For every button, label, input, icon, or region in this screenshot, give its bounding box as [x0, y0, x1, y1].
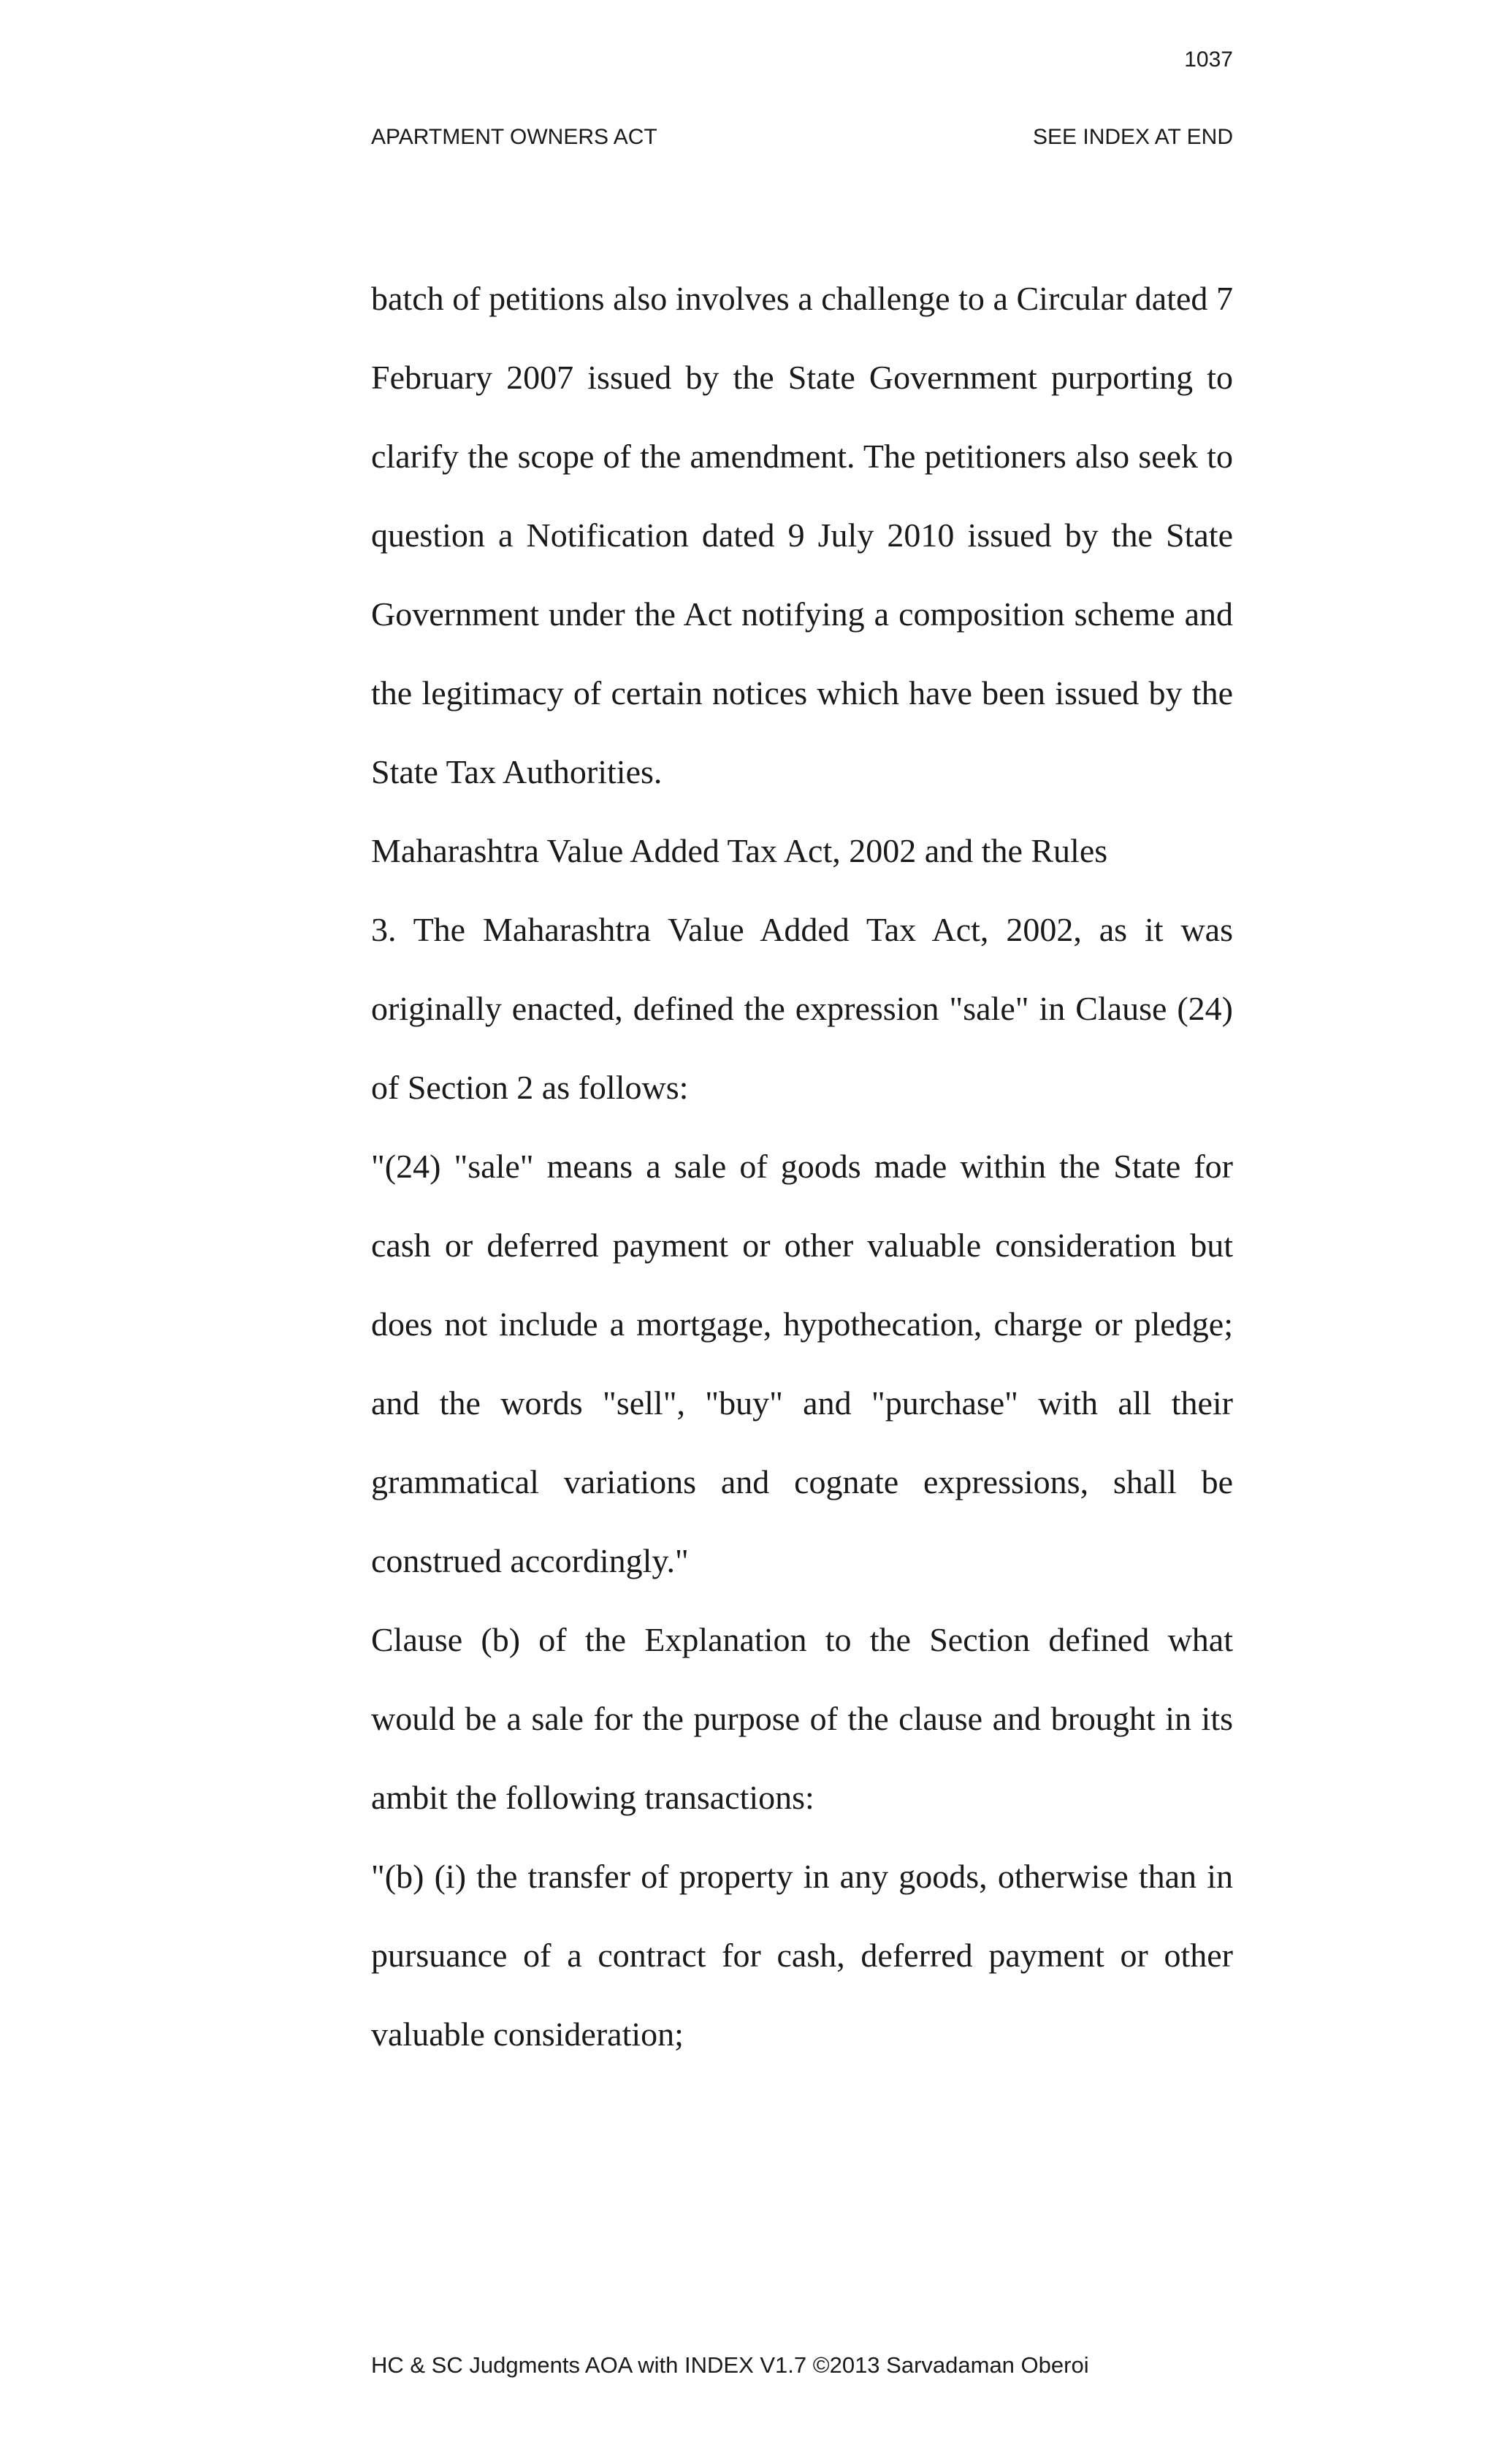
- quoted-clause: "(b) (i) the transfer of property in any goods, otherwise than in pursuance of a contract for cash, deferred payment or other valuable consideration;: [371, 1858, 1233, 2053]
- page-number: 1037: [1184, 47, 1233, 72]
- section-heading: Maharashtra Value Added Tax Act, 2002 and the Rules: [371, 832, 1108, 869]
- body-paragraph: 3. The Maharashtra Value Added Tax Act, 2002, as it was originally enacted, defined the expression "sale" in Clause (24) of Section 2 as follows:: [371, 911, 1233, 1106]
- body-paragraph: batch of petitions also involves a challenge to a Circular dated 7 February 2007 issued by the State Government purporting to clarify the scope of the amendment. The petitioners also seek to question a Notification dated 9 July 2010 issued by the State Government under the Act notifying a composition scheme and the legitimacy of certain notices which have been issued by the State Tax Authorities.: [371, 280, 1233, 790]
- document-body: [371, 259, 1233, 2074]
- quoted-definition: "(24) "sale" means a sale of goods made within the State for cash or deferred payment or other valuable consideration but does not include a mortgage, hypothecation, charge or pledge; and the words "sell", "buy" and "purchase" with all their grammatical variations and cognate expressions, shall be construed accordingly.": [371, 1148, 1233, 1579]
- page-footer: HC & SC Judgments AOA with INDEX V1.7 ©2013 Sarvadaman Oberoi: [371, 2352, 1089, 2378]
- body-paragraph: Clause (b) of the Explanation to the Section defined what would be a sale for the purpose of the clause and brought in its ambit the following transactions:: [371, 1621, 1233, 1816]
- running-header-title: APARTMENT OWNERS ACT: [371, 125, 657, 149]
- running-header-index-note: SEE INDEX AT END: [1033, 125, 1233, 149]
